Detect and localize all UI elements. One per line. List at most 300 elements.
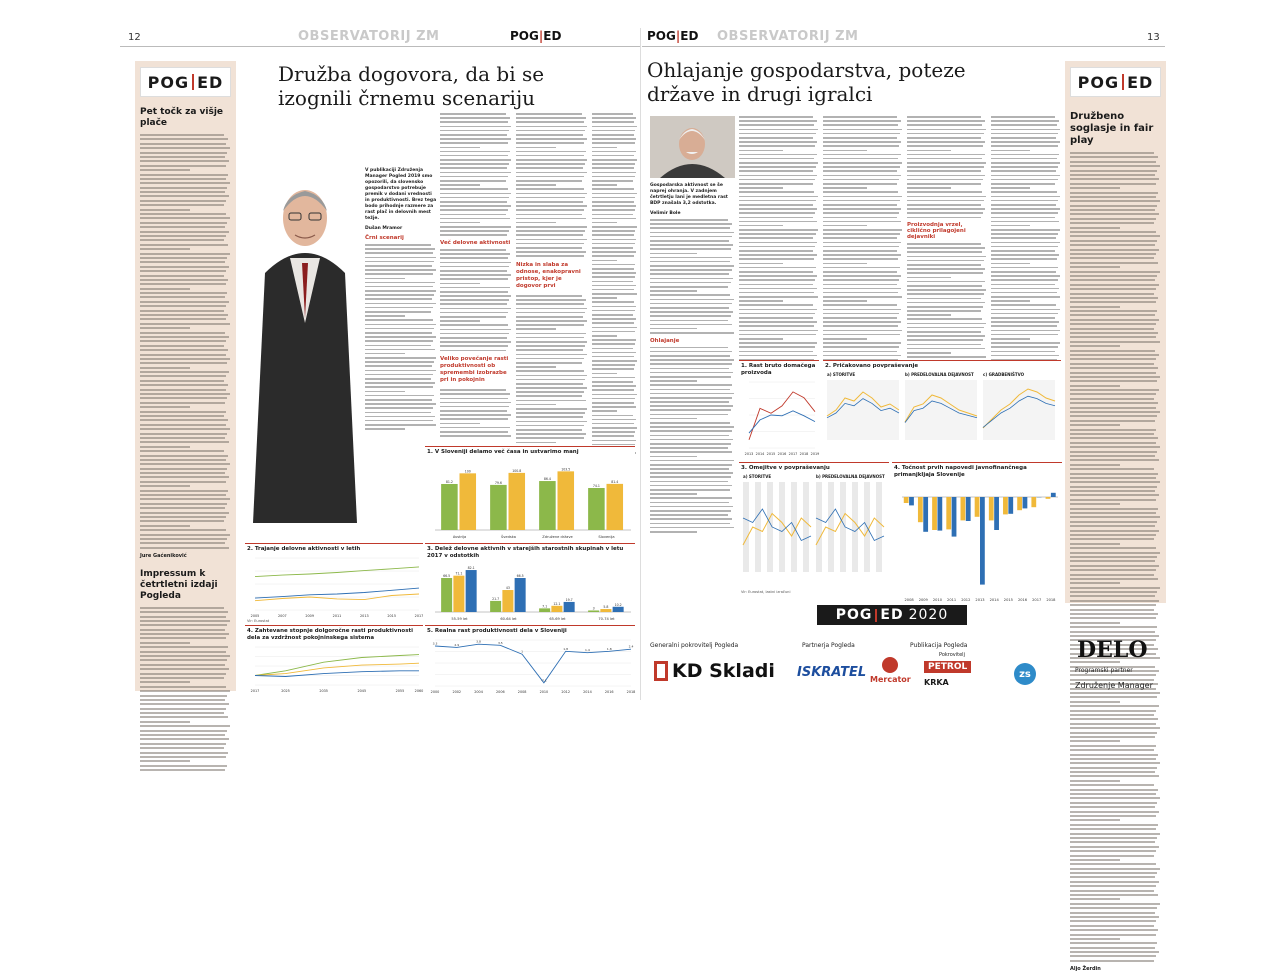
- text-line: [650, 227, 730, 229]
- text-line: [991, 325, 1057, 327]
- text-line: [1070, 745, 1156, 747]
- text-line: [140, 231, 229, 233]
- text-line: [516, 433, 586, 435]
- text-line: [1070, 710, 1156, 712]
- text-line: [1070, 934, 1156, 936]
- text-line: [1070, 929, 1158, 931]
- text-line: [650, 265, 734, 267]
- text-line: [823, 296, 902, 298]
- text-line: [140, 213, 226, 215]
- series-line: [749, 411, 815, 433]
- text-line: [140, 512, 229, 514]
- top-rule: [642, 46, 1165, 47]
- text-line: [440, 113, 506, 115]
- text-line: [365, 328, 434, 330]
- impressum-title: Impressum k četrtletni izdaji Pogleda: [140, 569, 231, 602]
- text-line: [1070, 872, 1157, 874]
- text-line: [140, 699, 225, 701]
- text-line: [907, 179, 983, 181]
- text-line: [516, 345, 585, 347]
- text-line: [991, 129, 1060, 131]
- text-line: [440, 214, 506, 216]
- author-photo-illustration: [650, 116, 735, 178]
- text-line: [516, 312, 585, 314]
- tick-label: 2017: [415, 614, 424, 618]
- text-line: [739, 217, 813, 219]
- text-line: [650, 389, 730, 391]
- text-line: [1070, 297, 1158, 299]
- text-line: [140, 283, 226, 285]
- text-line: [140, 314, 228, 316]
- chart-3: [425, 543, 635, 623]
- text-line: [1070, 253, 1156, 255]
- text-line: [140, 494, 226, 496]
- sponsor-zs: zs: [1014, 663, 1036, 685]
- text-line: [991, 217, 1055, 219]
- text-line: [592, 218, 636, 220]
- text-line: [823, 179, 899, 181]
- text-line: [650, 485, 732, 487]
- text-line: [991, 221, 1059, 223]
- text-line: [1070, 187, 1120, 189]
- text-line: [650, 368, 729, 370]
- pogled-logo: POG ED: [1070, 67, 1161, 97]
- text-line: [516, 341, 587, 343]
- text-line: [1070, 393, 1156, 395]
- text-line: [907, 323, 986, 325]
- text-line: [592, 348, 633, 350]
- text-line: [907, 327, 984, 329]
- left-column-1: [365, 168, 437, 433]
- text-line: [1070, 446, 1160, 448]
- text-line: [1070, 380, 1157, 382]
- text-line: [650, 472, 733, 474]
- tick-label: 60-64 let: [500, 617, 517, 621]
- text-line: [907, 200, 984, 202]
- text-line: [440, 337, 507, 339]
- text-line: [650, 489, 730, 491]
- text-line: [592, 113, 633, 115]
- text-line: [516, 316, 583, 318]
- text-line: [650, 435, 729, 437]
- text-line: [140, 664, 225, 666]
- text-line: [1070, 429, 1156, 431]
- text-line: [739, 254, 817, 256]
- chart-2-plot: [245, 553, 423, 619]
- text-line: [1070, 372, 1156, 374]
- text-line: [365, 269, 436, 271]
- text-line: [516, 138, 587, 140]
- text-line: [592, 440, 636, 442]
- text-line: [592, 201, 634, 203]
- text-line: [1070, 512, 1156, 514]
- text-line: [140, 358, 230, 360]
- text-line: [1070, 358, 1156, 360]
- text-line: [440, 172, 511, 174]
- text-line: [365, 407, 433, 409]
- text-line: [365, 261, 434, 263]
- text-line: [907, 298, 981, 300]
- bar: [613, 607, 624, 612]
- text-line: [991, 271, 1056, 273]
- tick-label: 65-69 let: [549, 617, 566, 621]
- chart-5-title: 5. Realna rast produktivnosti dela v Sloveniji: [425, 626, 635, 635]
- text-line: [1070, 925, 1154, 927]
- text-line: [140, 616, 226, 618]
- partner-mercator: Mercator: [870, 657, 910, 684]
- tick-label: 2016: [1018, 598, 1028, 602]
- label-publication: Publikacija Pogleda: [910, 642, 967, 649]
- text-line: [440, 155, 508, 157]
- pogled-2020-logo: POG ED 2020: [817, 605, 967, 625]
- text-line: [1070, 846, 1159, 848]
- text-line: [739, 191, 814, 193]
- text-line: [140, 371, 229, 373]
- text-line: [823, 145, 899, 147]
- text-line: [991, 204, 1056, 206]
- text-line: [440, 350, 506, 352]
- text-line: [991, 330, 1060, 332]
- text-line: [1070, 424, 1120, 426]
- bar: [1051, 493, 1056, 497]
- text-line: [140, 217, 230, 219]
- text-line: [739, 175, 817, 177]
- article-byline: Velimir Bole: [650, 211, 735, 216]
- text-line: [1070, 402, 1158, 404]
- chart-r2-plot: [823, 370, 1061, 454]
- text-line: [991, 196, 1060, 198]
- text-line: [823, 334, 900, 336]
- data-label: 3: [593, 606, 595, 610]
- subchart-title: a) STORITVE: [743, 474, 771, 479]
- text-line: [140, 178, 226, 180]
- text-line: [440, 389, 506, 391]
- text-line: [440, 270, 507, 272]
- text-line: [440, 201, 507, 203]
- text-line: [365, 286, 433, 288]
- left-page: [120, 28, 640, 700]
- text-line: [365, 403, 436, 405]
- text-line: [823, 166, 900, 168]
- text-line: [739, 120, 817, 122]
- text-line: [140, 419, 228, 421]
- data-label: 10.2: [615, 603, 622, 607]
- text-line: [823, 208, 901, 210]
- tick-label: 2009: [919, 598, 929, 602]
- sponsor-kd-skladi: KD Skladi: [654, 660, 775, 682]
- text-line: [907, 154, 985, 156]
- text-line: [650, 232, 734, 234]
- text-line: [1070, 819, 1120, 821]
- bar: [975, 497, 980, 517]
- data-label: 12.1: [553, 602, 560, 606]
- text-line: [516, 303, 584, 305]
- text-line: [991, 254, 1059, 256]
- series-line: [743, 509, 811, 541]
- text-line: [140, 375, 226, 377]
- text-line: [650, 418, 697, 420]
- shade-band: [755, 482, 761, 572]
- right-page: [642, 28, 1165, 700]
- text-line: [1070, 459, 1159, 461]
- text-line: [516, 188, 584, 190]
- text-line: [650, 240, 729, 242]
- text-line: [440, 184, 480, 186]
- text-line: [592, 373, 617, 375]
- text-line: [592, 184, 617, 186]
- text-line: [140, 147, 230, 149]
- chart-4: [245, 625, 423, 697]
- text-line: [516, 337, 584, 339]
- text-line: [592, 419, 636, 421]
- tick-label: 70-74 let: [598, 617, 615, 621]
- text-line: [650, 257, 732, 259]
- text-line: [140, 191, 225, 193]
- text-line: [907, 124, 982, 126]
- text-line: [516, 320, 587, 322]
- text-line: [140, 721, 190, 723]
- text-line: [907, 251, 982, 253]
- text-line: [140, 690, 230, 692]
- text-line: [1070, 732, 1157, 734]
- text-line: [991, 183, 1055, 185]
- body-text: [440, 113, 512, 236]
- text-line: [823, 237, 897, 239]
- chart-r4-plot: [892, 479, 1062, 603]
- text-line: [1070, 938, 1120, 940]
- text-line: [907, 141, 985, 143]
- text-line: [991, 116, 1055, 118]
- text-line: [516, 130, 585, 132]
- chart-r3: [739, 462, 889, 602]
- partner-iskratel: ISKRATEL: [797, 665, 866, 680]
- text-line: [140, 340, 226, 342]
- text-line: [739, 355, 817, 357]
- text-line: [140, 257, 227, 259]
- bar: [966, 497, 971, 521]
- tick-label: 2008: [518, 690, 527, 694]
- body-text: [650, 347, 735, 533]
- text-line: [516, 387, 587, 389]
- text-line: [650, 481, 728, 483]
- text-line: [991, 179, 1058, 181]
- data-label: 19.7: [566, 598, 573, 602]
- text-line: [1070, 569, 1156, 571]
- text-line: [592, 126, 637, 128]
- text-line: [1070, 824, 1158, 826]
- text-line: [1070, 442, 1156, 444]
- text-line: [907, 243, 981, 245]
- bar: [1046, 497, 1051, 499]
- chart-5: [425, 625, 635, 697]
- mercator-icon: [882, 657, 898, 673]
- text-line: [739, 279, 815, 281]
- text-line: [440, 418, 508, 420]
- text-line: [1070, 301, 1156, 303]
- text-line: [365, 282, 435, 284]
- text-line: [365, 340, 433, 342]
- text-line: [1070, 367, 1158, 369]
- text-line: [823, 317, 897, 319]
- text-line: [140, 305, 226, 307]
- text-line: [140, 296, 225, 298]
- text-line: [440, 138, 511, 140]
- text-line: [1070, 508, 1158, 510]
- text-line: [365, 386, 433, 388]
- text-line: [1070, 758, 1156, 760]
- text-line: [592, 176, 635, 178]
- text-line: [516, 214, 582, 216]
- text-line: [823, 304, 897, 306]
- text-line: [991, 175, 1060, 177]
- text-line: [1070, 200, 1160, 202]
- text-line: [516, 370, 584, 372]
- tick-label: 2016: [605, 690, 614, 694]
- shade-band: [803, 482, 809, 572]
- text-line: [1070, 257, 1154, 259]
- text-line: [650, 311, 733, 313]
- text-line: [823, 263, 867, 265]
- text-line: [592, 272, 636, 274]
- text-line: [907, 344, 981, 346]
- text-line: [739, 154, 817, 156]
- text-line: [140, 244, 228, 246]
- text-line: [823, 141, 901, 143]
- text-line: [991, 355, 1059, 357]
- text-line: [140, 266, 229, 268]
- data-label: 1: [521, 650, 523, 654]
- text-line: [140, 441, 229, 443]
- text-line: [516, 379, 585, 381]
- data-label: 1.8: [607, 647, 612, 651]
- text-line: [365, 416, 435, 418]
- text-line: [739, 300, 783, 302]
- series-line: [255, 588, 419, 598]
- text-line: [592, 163, 635, 165]
- text-line: [739, 246, 815, 248]
- text-line: [650, 363, 732, 365]
- text-line: [1070, 323, 1156, 325]
- brand-logo: POG|ED: [647, 29, 698, 43]
- text-line: [140, 520, 224, 522]
- text-line: [1070, 903, 1160, 905]
- text-line: [365, 324, 436, 326]
- text-line: [1070, 218, 1156, 220]
- text-line: [440, 324, 508, 326]
- right-sidebar: [1065, 61, 1166, 603]
- text-line: [140, 463, 230, 465]
- chart-1-plot: [425, 456, 635, 540]
- text-line: [140, 380, 224, 382]
- text-line: [991, 166, 1058, 168]
- text-line: [592, 138, 636, 140]
- text-line: [1070, 240, 1157, 242]
- text-line: [365, 378, 431, 380]
- text-line: [823, 271, 897, 273]
- text-line: [516, 299, 586, 301]
- text-line: [592, 297, 617, 299]
- text-line: [739, 133, 816, 135]
- text-line: [516, 218, 586, 220]
- text-line: [823, 279, 899, 281]
- text-line: [140, 327, 190, 329]
- text-line: [1070, 890, 1154, 892]
- text-line: [991, 162, 1060, 164]
- chart-r1-plot: [739, 377, 819, 457]
- tick-label: 2017: [1032, 598, 1041, 602]
- text-line: [1070, 841, 1155, 843]
- text-line: [1070, 451, 1157, 453]
- text-line: [592, 335, 617, 337]
- tick-label: 2014: [990, 598, 1000, 602]
- publisher-delo: DELO: [1077, 637, 1147, 663]
- text-line: [365, 248, 435, 250]
- text-line: [140, 677, 224, 679]
- text-line: [140, 310, 224, 312]
- body-text: [650, 219, 735, 334]
- text-line: [739, 221, 817, 223]
- text-line: [991, 258, 1057, 260]
- bar: [441, 484, 458, 530]
- text-line: [907, 277, 951, 279]
- text-line: [140, 165, 226, 167]
- text-line: [739, 267, 816, 269]
- text-line: [440, 345, 508, 347]
- text-line: [1070, 152, 1154, 154]
- text-line: [991, 338, 1030, 340]
- text-line: [739, 170, 813, 172]
- text-line: [1070, 547, 1156, 549]
- text-line: [516, 375, 587, 377]
- text-line: [991, 187, 1030, 189]
- text-line: [440, 266, 509, 268]
- text-line: [650, 447, 728, 449]
- text-line: [907, 260, 984, 262]
- text-line: [991, 158, 1057, 160]
- text-line: [650, 380, 697, 382]
- text-line: [140, 542, 225, 544]
- article-byline: Dušan Mramor: [365, 226, 437, 231]
- text-line: [516, 404, 556, 406]
- text-line: [516, 230, 585, 232]
- text-line: [823, 355, 901, 357]
- text-line: [516, 159, 587, 161]
- text-line: [1070, 789, 1158, 791]
- text-line: [1070, 407, 1156, 409]
- text-line: [365, 336, 436, 338]
- text-line: [440, 431, 508, 433]
- text-line: [1070, 811, 1159, 813]
- text-line: [592, 172, 636, 174]
- bar: [600, 609, 611, 612]
- text-line: [650, 456, 697, 458]
- text-line: [516, 222, 556, 224]
- text-line: [823, 342, 901, 344]
- data-label: 66.5: [443, 574, 450, 578]
- text-line: [650, 401, 729, 403]
- text-line: [140, 292, 227, 294]
- text-line: [1070, 771, 1155, 773]
- body-text: [440, 249, 512, 351]
- left-column-4: [592, 113, 637, 443]
- text-line: [1070, 740, 1120, 742]
- text-line: [140, 270, 226, 272]
- text-line: [739, 271, 813, 273]
- text-line: [592, 167, 634, 169]
- brand-logo: POG|ED: [510, 29, 561, 43]
- text-line: [650, 372, 733, 374]
- text-line: [991, 137, 1056, 139]
